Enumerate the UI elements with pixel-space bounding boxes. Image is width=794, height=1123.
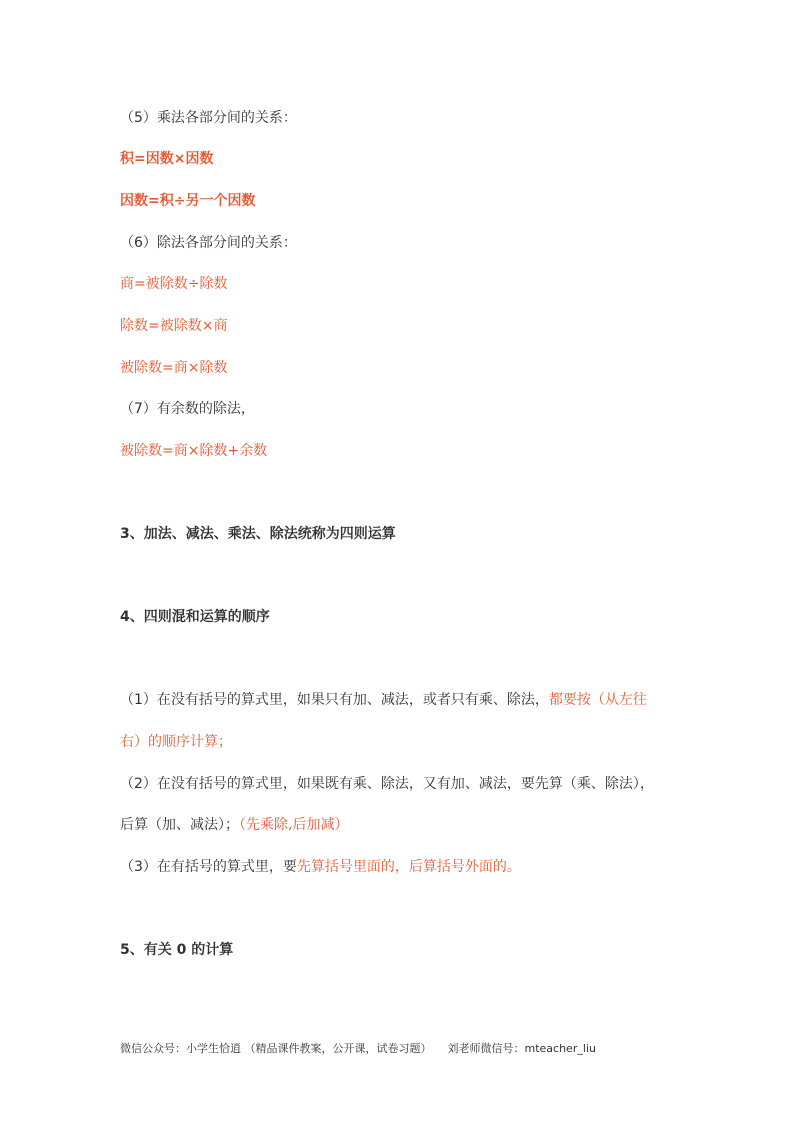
division-formula-dividend: 被除数=商×除数 bbox=[120, 360, 228, 376]
order-rule-2: （2）在没有括号的算式里，如果既有乘、除法，又有加、减法，要先算（乘、除法）， bbox=[120, 776, 654, 792]
multiplication-formula-factor: 因数=积÷另一个因数 bbox=[120, 193, 256, 209]
order-rule-2-continued bbox=[120, 815, 348, 835]
multiplication-formula-product: 积=因数×因数 bbox=[120, 151, 214, 167]
order-rule-1-continued: 右）的顺序计算； bbox=[120, 734, 232, 750]
remainder-title: （7）有余数的除法， bbox=[120, 401, 255, 417]
remainder-formula: 被除数=商×除数+余数 bbox=[120, 443, 268, 459]
order-rule-1-highlight: 都要按（从左往 bbox=[548, 692, 647, 708]
section-5-heading: 5、有关 0 的计算 bbox=[120, 942, 234, 958]
order-rule-3-text: （3）在有括号的算式里，要 bbox=[120, 859, 297, 875]
order-rule-3-highlight: 先算括号里面的，后算括号外面的。 bbox=[296, 859, 521, 875]
order-rule-2-highlight: （先乘除,后加减） bbox=[239, 817, 349, 833]
division-formula-divisor: 除数=被除数×商 bbox=[120, 318, 228, 334]
section-3-heading: 3、加法、减法、乘法、除法统称为四则运算 bbox=[120, 526, 396, 542]
division-formula-quotient: 商=被除数÷除数 bbox=[120, 276, 228, 292]
order-rule-3 bbox=[120, 857, 521, 877]
order-rule-1 bbox=[120, 690, 647, 710]
order-rule-1-text: （1）在没有括号的算式里，如果只有加、减法，或者只有乘、除法， bbox=[120, 692, 549, 708]
footer-wechat-account: 微信公众号：小学生恰逍 （精品课件教案，公开课，试卷习题） bbox=[120, 1042, 432, 1055]
division-title: （6）除法各部分间的关系： bbox=[120, 235, 297, 251]
footer-teacher-wechat: 刘老师微信号：mteacher_liu bbox=[447, 1042, 596, 1055]
multiplication-title: （5）乘法各部分间的关系： bbox=[120, 110, 297, 126]
order-rule-2-text: 后算（加、减法）； bbox=[120, 817, 239, 833]
page-footer bbox=[120, 1041, 596, 1057]
section-4-heading: 4、四则混和运算的顺序 bbox=[120, 609, 270, 625]
